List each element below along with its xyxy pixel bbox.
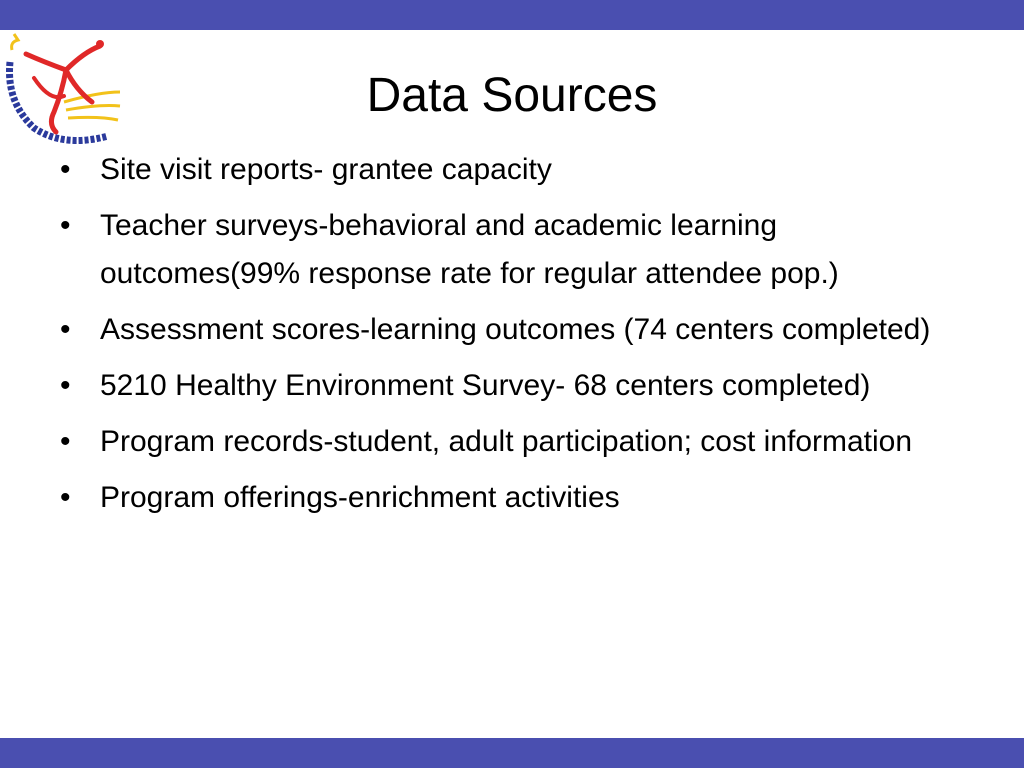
list-item bbox=[60, 418, 940, 466]
bottom-banner bbox=[0, 738, 1024, 768]
list-item-text: Site visit reports- grantee capacity bbox=[100, 153, 552, 186]
list-item bbox=[60, 474, 940, 522]
list-item-text: Teacher surveys-behavioral and academic learning outcomes(99% response rate for regular attendee pop.) bbox=[100, 209, 839, 290]
list-item-text: 5210 Healthy Environment Survey- 68 centers completed) bbox=[100, 369, 871, 402]
list-item bbox=[60, 362, 940, 410]
list-item bbox=[60, 306, 940, 354]
bullet-list bbox=[60, 146, 940, 530]
bullet-icon: • bbox=[60, 153, 71, 186]
bullet-icon: • bbox=[60, 313, 71, 346]
list-item bbox=[60, 202, 940, 298]
top-banner bbox=[0, 0, 1024, 30]
bullet-icon: • bbox=[60, 209, 71, 242]
bullet-icon: • bbox=[60, 425, 71, 458]
bullet-icon: • bbox=[60, 481, 71, 514]
list-item bbox=[60, 146, 940, 194]
list-item-text: Assessment scores-learning outcomes (74 centers completed) bbox=[100, 313, 931, 346]
list-item-text: Program records-student, adult participation; cost information bbox=[100, 425, 913, 458]
list-item-text: Program offerings-enrichment activities bbox=[100, 481, 620, 514]
bullet-icon: • bbox=[60, 369, 71, 402]
page-title: Data Sources bbox=[366, 69, 658, 122]
